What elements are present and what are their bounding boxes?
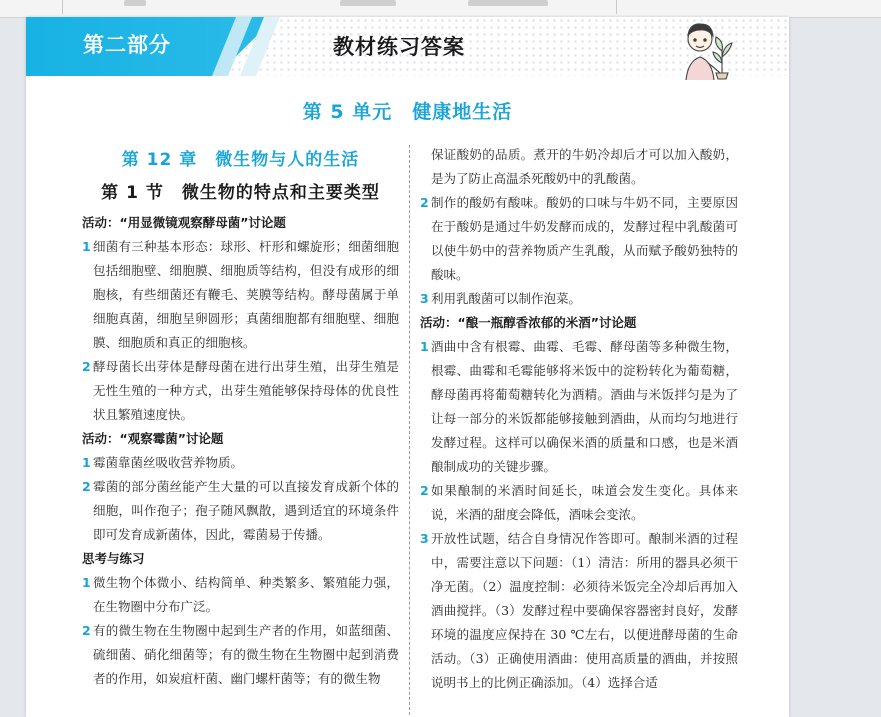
activity-heading: 活动：“观察霉菌”讨论题 xyxy=(82,431,224,446)
item-text: 开放性试题，结合自身情况作答即可。酿制米酒的过程中，需要注意以下问题：（1）清洁：所用的器具必须干净无菌。（2）温度控制：必须待米饭完全冷却后再加入酒曲搅拌。（3）发酵过程中要确保容器密封良好，发酵环境的温度应保持在 30 ℃左右，以便进酵母菌的生命活动。（3）正确使用酒曲：使用高质量的酒曲，并按照说明书上的比例正确添加。（4）选择合适 xyxy=(431,531,738,690)
item-number: 2 xyxy=(420,483,429,498)
item-number: 2 xyxy=(82,623,91,638)
answer-item xyxy=(420,287,738,311)
item-text: 霉菌的部分菌丝能产生大量的可以直接发育成新个体的细胞，叫作孢子；孢子随风飘散，遇到适宜的环境条件即可发育成新菌体，因此，霉菌易于传播。 xyxy=(93,479,399,542)
item-text: 霉菌靠菌丝吸收营养物质。 xyxy=(93,455,244,470)
left-column xyxy=(82,143,399,691)
item-number: 2 xyxy=(420,195,429,210)
item-number: 1 xyxy=(82,239,91,254)
page-title: 教材练习答案 xyxy=(333,35,465,59)
continued-text: 保证酸奶的品质。煮开的牛奶冷却后才可以加入酸奶，是为了防止高温杀死酸奶中的乳酸菌。 xyxy=(431,147,738,186)
answer-item xyxy=(420,191,738,287)
item-text: 酒曲中含有根霉、曲霉、毛霉、酵母菌等多种微生物，根霉、曲霉和毛霉能够将米饭中的淀粉转化为葡萄糖，酵母菌再将葡萄糖转化为酒精。酒曲与米饭拌匀是为了让每一部分的米饭都能够接触到酒曲，从而均匀地进行发酵过程。这样可以确保米酒的质量和口感，也是米酒酿制成功的关键步骤。 xyxy=(431,339,738,474)
column-divider xyxy=(409,145,410,717)
document-page xyxy=(26,17,789,717)
right-column xyxy=(420,143,738,695)
item-number: 3 xyxy=(420,291,429,306)
answer-item xyxy=(420,335,738,479)
section-heading: 第 1 节 微生物的特点和主要类型 xyxy=(101,183,380,203)
viewer-toolbar xyxy=(0,0,881,18)
item-text: 如果酿制的米酒时间延长，味道会发生变化。具体来说，米酒的甜度会降低，酒味会变浓。 xyxy=(431,483,738,522)
toolbar-button[interactable] xyxy=(124,0,146,6)
toolbar-separator xyxy=(62,0,63,14)
answer-item xyxy=(82,355,399,427)
item-number: 1 xyxy=(82,575,91,590)
item-number: 1 xyxy=(420,339,429,354)
item-number: 2 xyxy=(82,359,91,374)
item-text: 细菌有三种基本形态：球形、杆形和螺旋形；细菌细胞包括细胞壁、细胞膜、细胞质等结构，但没有成形的细胞核，有些细菌还有鞭毛、荚膜等结构。酵母菌属于单细胞真菌，细胞呈卵圆形；真菌细胞都有细胞壁、细胞膜、细胞质和真正的细胞核。 xyxy=(93,239,399,350)
item-text: 有的微生物在生物圈中起到生产者的作用，如蓝细菌、硫细菌、硝化细菌等；有的微生物在生物圈中起到消费者的作用，如炭疽杆菌、幽门螺杆菌等；有的微生物 xyxy=(93,623,399,686)
item-text: 利用乳酸菌可以制作泡菜。 xyxy=(431,291,582,306)
item-text: 酵母菌长出芽体是酵母菌在进行出芽生殖，出芽生殖是无性生殖的一种方式，出芽生殖能够保持母体的优良性状且繁殖速度快。 xyxy=(93,359,399,422)
answer-item xyxy=(82,571,399,619)
activity-heading: 活动：“用显微镜观察酵母菌”讨论题 xyxy=(82,215,286,230)
mascot-illustration xyxy=(664,17,738,80)
unit-title: 第 5 单元 健康地生活 xyxy=(302,101,513,123)
toolbar-separator xyxy=(616,0,617,14)
practice-heading: 思考与练习 xyxy=(82,551,145,566)
answer-item xyxy=(82,235,399,355)
toolbar-button[interactable] xyxy=(340,0,396,6)
item-text: 微生物个体微小、结构简单、种类繁多、繁殖能力强，在生物圈中分布广泛。 xyxy=(93,575,399,614)
activity-heading: 活动：“酿一瓶醇香浓郁的米酒”讨论题 xyxy=(420,315,637,330)
part-label: 第二部分 xyxy=(83,33,171,57)
toolbar-button[interactable] xyxy=(468,0,548,6)
answer-item xyxy=(82,619,399,691)
chapter-heading: 第 12 章 微生物与人的生活 xyxy=(121,150,360,170)
item-number: 1 xyxy=(82,455,91,470)
answer-item xyxy=(82,475,399,547)
item-number: 2 xyxy=(82,479,91,494)
answer-item xyxy=(420,479,738,527)
answer-item xyxy=(82,451,399,475)
answer-item xyxy=(420,527,738,695)
item-text: 制作的酸奶有酸味。酸奶的口味与牛奶不同，主要原因在于酸奶是通过牛奶发酵而成的，发酵过程中乳酸菌可以使牛奶中的营养物质产生乳酸，从而赋予酸奶独特的酸味。 xyxy=(431,195,738,282)
item-number: 3 xyxy=(420,531,429,546)
